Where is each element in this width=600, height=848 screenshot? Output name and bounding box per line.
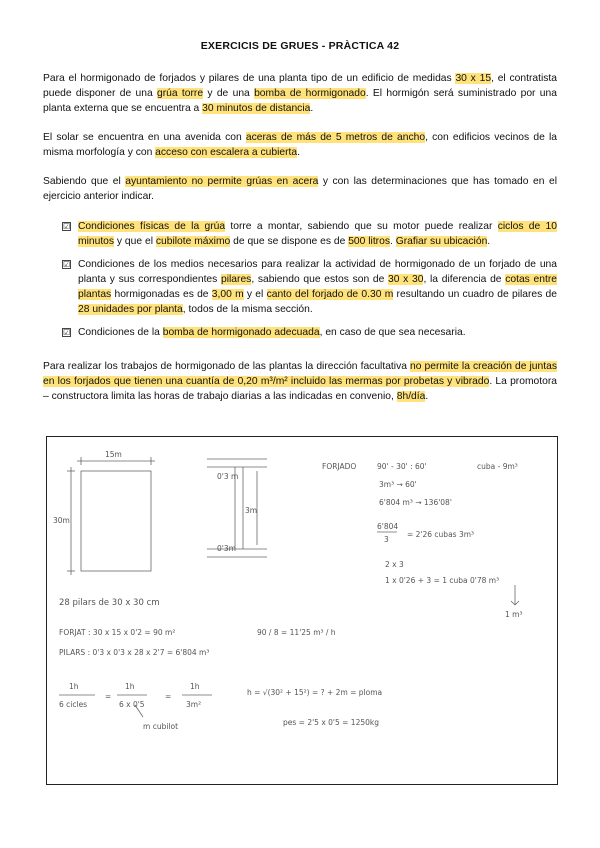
handwritten-notes-drawing: [47, 437, 557, 784]
cuba-note: cuba - 9m³: [477, 462, 518, 471]
list-item: ☑ Condiciones de los medios necesarios para realizar la actividad de hormigonado de un forjado de una planta y sus correspondientes pilares, sabiendo que estos son de 30 x 30, la diferencia de cotas entre plantas hormigonadas es de 3,00 m y el canto del forjado de 0.30 m resultando un cuadro de pilares de 28 unidades por planta, todos de la misma sección.: [63, 259, 558, 315]
intro-paragraph-3: Sabiendo que el ayuntamiento no permite grúas en acera y con las determinaciones que has tomado en el ejercicio anterior indicar.: [43, 176, 557, 202]
requirements-list: [62, 219, 557, 348]
fraction-3-num: 1h: [190, 682, 200, 691]
dim-side-label: 30m: [53, 516, 70, 525]
forjat-calc: FORJAT : 30 x 15 x 0'2 = 90 m²: [59, 628, 176, 637]
intro-paragraph-1: Para el hormigonado de forjados y pilares de una planta tipo de un edificio de medidas 30 x 15, el contratista puede disponer de una grúa torre y de una bomba de hormigonado. El hormigón será suministrado por una planta externa que se encuentra a 30 minutos de distancia.: [43, 73, 557, 114]
forjado-label: FORJADO: [322, 462, 357, 471]
svg-text:=: =: [105, 692, 112, 701]
forjat-rate: 90 / 8 = 11'25 m³ / h: [257, 628, 336, 637]
cubilot-note: m cubilot: [143, 722, 179, 731]
calc-line-4-result: = 2'26 cubas 3m³: [407, 530, 475, 539]
calc-line-1: 90' - 30' : 60': [377, 462, 427, 471]
fraction-1-num: 1h: [69, 682, 79, 691]
svg-text:=: =: [165, 692, 172, 701]
arrow-result: 1 m³: [505, 610, 523, 619]
calc-line-3: 6'804 m³ → 136'08': [379, 498, 452, 507]
page-title: EXERCICIS DE GRUES - PRÀCTICA 42: [200, 40, 400, 52]
closing-paragraph: Para realizar los trabajos de hormigonado de las plantas la dirección facultativa no permite la creación de juntas en los forjados que tienen una cuantía de 0,20 m³/m² incluido las mermas por probetas y vibrado. La promotora – constructora limita las horas de trabajo diarias a las indicadas en convenio, 8h/día.: [43, 361, 557, 402]
handwritten-notes-image: [46, 436, 558, 785]
intro-paragraph-2: El solar se encuentra en una avenida con aceras de más de 5 metros de ancho, con edificios vecinos de la misma morfología y con acceso con escalera a cubierta.: [43, 132, 557, 158]
pilars-calc: PILARS : 0'3 x 0'3 x 28 x 2'7 = 6'804 m³: [59, 648, 210, 657]
fraction-1-den: 6 cicles: [59, 700, 88, 709]
checkbox-icon: ☑: [63, 260, 71, 269]
calc-line-4-den: 3: [384, 535, 389, 544]
list-item: ☑ Condiciones físicas de la grúa torre a montar, sabiendo que su motor puede realizar ciclos de 10 minutos y que el cubilote máximo de que se dispone es de 500 litros. Grafiar su ubicación.: [63, 221, 557, 247]
weight-formula: pes = 2'5 x 0'5 = 1250kg: [283, 718, 379, 727]
calc-line-5: 2 x 3: [385, 560, 404, 569]
fraction-2-den: 6 x 0'5: [119, 700, 145, 709]
calc-line-6: 1 x 0'26 + 3 = 1 cuba 0'78 m³: [385, 576, 500, 585]
dim-03b-label: 0'3m: [217, 544, 236, 553]
calc-line-4-num: 6'804: [377, 522, 399, 531]
floor-plan-rectangle: [81, 471, 151, 571]
fraction-3-den: 3m²: [186, 700, 202, 709]
height-formula: h = √(30² + 15²) = ? + 2m = ploma: [247, 688, 383, 697]
fraction-2-num: 1h: [125, 682, 135, 691]
dim-03-label: 0'3 m: [217, 472, 239, 481]
dim-3m-label: 3m: [245, 506, 258, 515]
checkbox-icon: ☑: [63, 328, 71, 337]
calc-line-2: 3m³ → 60': [379, 480, 417, 489]
pilars-note: 28 pilars de 30 x 30 cm: [59, 598, 160, 608]
checkbox-icon: ☑: [63, 222, 71, 231]
list-item: ☑ Condiciones de la bomba de hormigonado adecuada, en caso de que sea necesaria.: [63, 327, 466, 338]
dim-top-label: 15m: [105, 450, 122, 459]
